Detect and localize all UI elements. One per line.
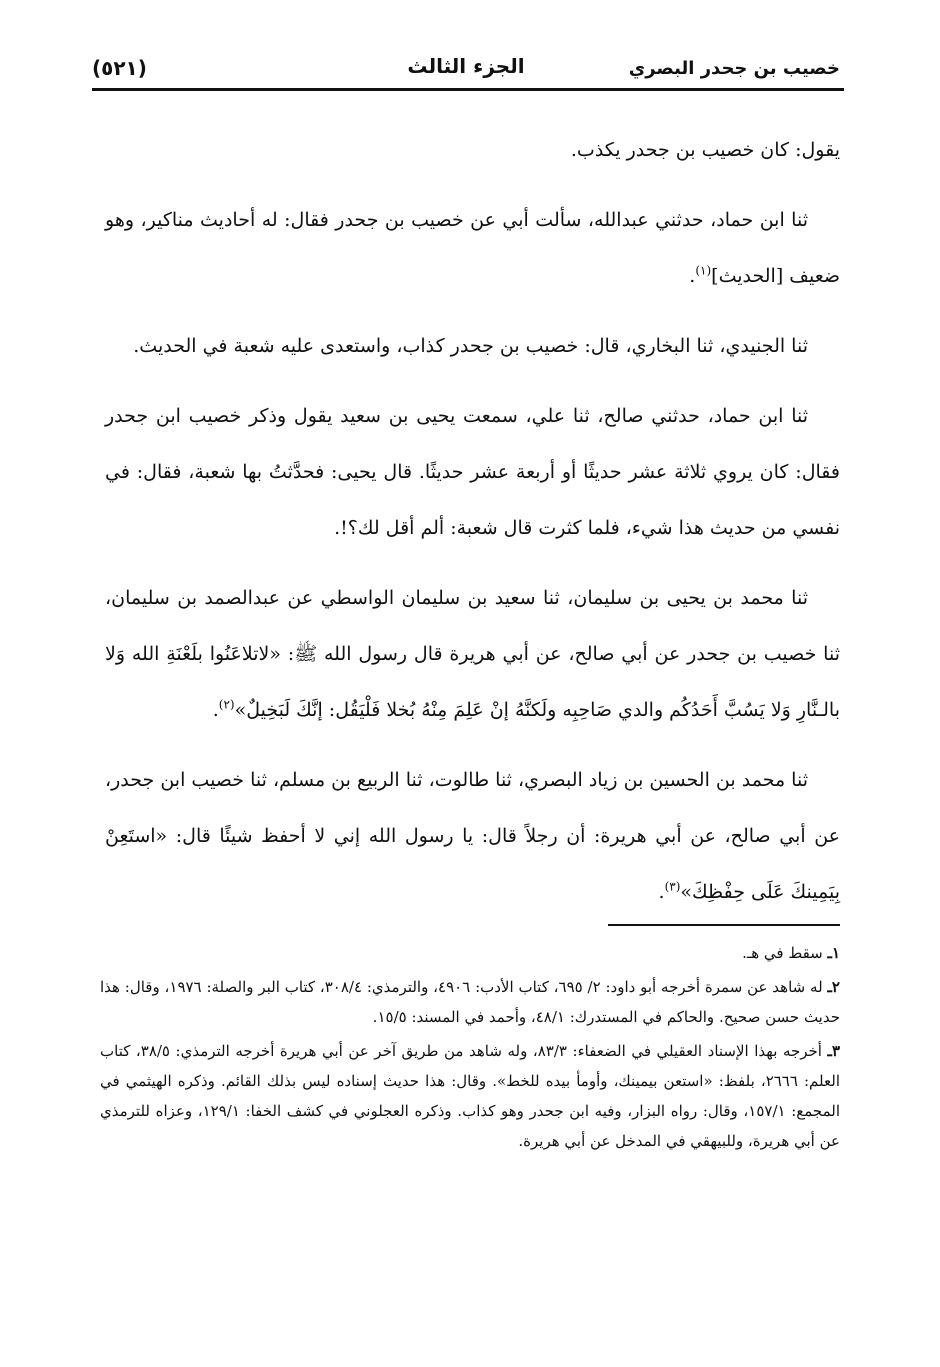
- paragraph: [105, 192, 840, 304]
- footnote-text: سقط في هـ.: [742, 944, 823, 962]
- paragraph: [105, 570, 840, 738]
- footnote-ref: (٢): [218, 697, 235, 712]
- main-text: [105, 122, 840, 934]
- header-part-title: الجزء الثالث: [407, 54, 525, 78]
- paragraph-text: ثنا ابن حماد، حدثني صالح، ثنا علي، سمعت يحيى بن سعيد يقول وذكر خصيب ابن جحدر فقال: كان يروي ثلاثة عشر حديثًا أو أربعة عشر حديثًا. قال يحيى: فحدَّثتُ بها شعبة، فقال: في نفسي من حديث هذا شيء، فلما كثرت قال شعبة: ألم أقل لك؟!.: [105, 405, 840, 539]
- paragraph-end: .: [658, 881, 665, 903]
- footnote-text: أخرجه بهذا الإسناد العقيلي في الضعفاء: ٨٣/٣، وله شاهد من طريق آخر عن أبي هريرة أخرجه الترمذي: ٣٨/٥، كتاب العلم: ٢٦٦٦، بلفظ: «استعن بيمينك، وأومأ بيده للخط». وقال: هذا حديث إسناده ليس بذلك القائم. وذكره الهيثمي في المجمع: ١٥٧/١، وقال: رواه البزار، وفيه ابن جحدر وهو كذاب. وذكره العجلوني في كشف الخفا: ١٢٩/١، وعزاه للترمذي عن أبي هريرة، وللبيهقي في المدخل عن أبي هريرة.: [100, 1042, 840, 1150]
- footnote-number: ١ـ: [827, 944, 840, 962]
- running-header: [92, 52, 840, 86]
- footnote: [100, 972, 840, 1032]
- footnote-divider: [608, 924, 840, 926]
- footnote-ref: (٣): [664, 879, 681, 894]
- footnote-text: له شاهد عن سمرة أخرجه أبو داود: ٢/ ٦٩٥، كتاب الأدب: ٤٩٠٦، والترمذي: ٣٠٨/٤، كتاب البر والصلة: ١٩٧٦، وقال: هذا حديث حسن صحيح. والحاكم في المستدرك: ٤٨/١، وأحمد في المسند: ١٥/٥.: [100, 978, 840, 1026]
- paragraph: [105, 318, 840, 374]
- paragraph-text: يقول: كان خصيب بن جحدر يكذب.: [570, 139, 840, 161]
- paragraph-text: ثنا ابن حماد، حدثني عبدالله، سألت أبي عن خصيب بن جحدر فقال: له أحاديث مناكير، وهو ضعيف [الحديث]: [105, 209, 840, 287]
- paragraph-end: .: [212, 699, 219, 721]
- paragraph: [105, 752, 840, 920]
- paragraph-end: .: [689, 265, 696, 287]
- paragraph-text: ثنا محمد بن الحسين بن زياد البصري، ثنا طالوت، ثنا الربيع بن مسلم، ثنا خصيب ابن جحدر، عن أبي صالح، عن أبي هريرة: أن رجلاً قال: يا رسول الله إني لا أحفظ شيئًا قال: «استَعِنْ بِيَمِينكَ عَلَى حِفْظِكَ»: [105, 769, 840, 903]
- header-divider: [92, 88, 844, 91]
- paragraph-text: ثنا محمد بن يحيى بن سليمان، ثنا سعيد بن سليمان الواسطي عن عبدالصمد بن سليمان، ثنا خصيب بن جحدر عن أبي صالح، عن أبي هريرة قال رسول الله ﷺ: «لاتلاعَنُوا بلَعْنَةِ الله وَلا بالـنَّارِ وَلا يَسُبَّ أَحَدُكُم والدي صَاحِبِه ولَكنَّهُ إنْ عَلِمَ مِنْهُ بُخلا فَلْيَقُل: إنَّكَ لَبَخِيلٌ»: [105, 587, 840, 721]
- footnote: [100, 1036, 840, 1156]
- header-page-number: (٥٢١): [92, 56, 147, 80]
- footnotes: [100, 938, 840, 1160]
- footnote-number: ٣ـ: [827, 1042, 841, 1060]
- footnote-ref: (١): [695, 263, 712, 278]
- paragraph: [105, 388, 840, 556]
- paragraph-text: ثنا الجنيدي، ثنا البخاري، قال: خصيب بن جحدر كذاب، واستعدى عليه شعبة في الحديث.: [133, 335, 808, 357]
- footnote-number: ٢ـ: [827, 978, 840, 996]
- paragraph: [105, 122, 840, 178]
- footnote: [100, 938, 840, 968]
- header-book-title: خصيب بن جحدر البصري: [628, 58, 840, 79]
